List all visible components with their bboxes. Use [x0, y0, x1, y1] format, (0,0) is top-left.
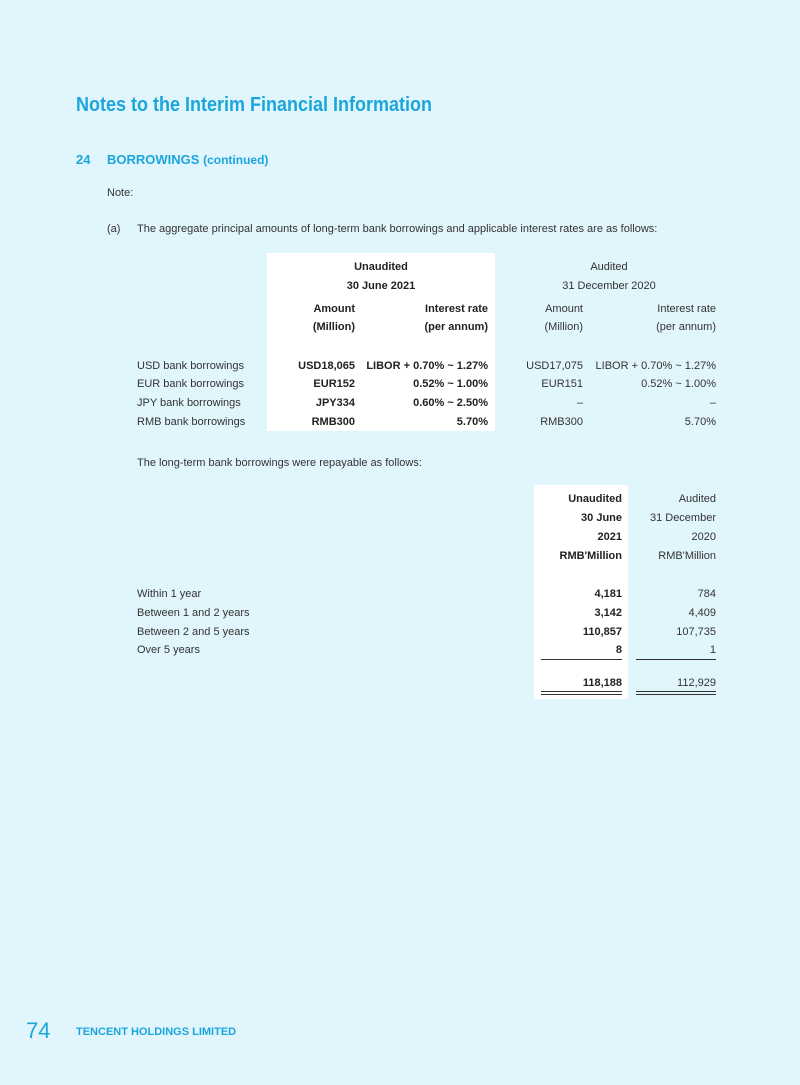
t1-row-rate-2020: –: [709, 397, 716, 409]
t1-row-amt-2020: –: [576, 397, 583, 409]
t1-row-amt-2020: USD17,075: [526, 360, 583, 372]
t1-date-audited: 31 December 2020: [562, 280, 656, 292]
t2-row-2020: 107,735: [676, 626, 716, 638]
t2-row-2021: 8: [615, 644, 622, 656]
t1-unit-amount-2021: (Million): [312, 321, 355, 333]
section-title: BORROWINGS (continued): [107, 152, 269, 167]
t1-row-label: USD bank borrowings: [137, 360, 244, 372]
t1-unit-amount-2020: (Million): [544, 321, 583, 333]
t2-date-2021: 30 June: [581, 512, 622, 524]
t1-row-label: EUR bank borrowings: [137, 378, 244, 390]
para-a-text: The aggregate principal amounts of long-term bank borrowings and applicable interest rates are as follows:: [137, 223, 658, 235]
t1-row-amt-2021: JPY334: [315, 397, 355, 409]
t1-row-rate-2021: 0.52% ~ 1.00%: [413, 378, 488, 390]
t2-date-2020: 31 December: [649, 512, 716, 524]
t2-unit-2020: RMB'Million: [658, 550, 716, 562]
t2-row-2021: 110,857: [582, 626, 622, 638]
t1-unit-rate-2021: (per annum): [424, 321, 488, 333]
total-double-rule-2021: [541, 691, 622, 695]
t2-row-label: Over 5 years: [137, 644, 200, 656]
t2-head-unaudited: Unaudited: [568, 493, 622, 505]
page-title: Notes to the Interim Financial Information: [76, 94, 433, 116]
subtotal-rule-2021: [541, 659, 622, 660]
t1-row-amt-2021: RMB300: [311, 416, 355, 428]
t2-year-2021: 2021: [597, 531, 622, 543]
total-double-rule-2020: [636, 691, 716, 695]
t2-row-label: Between 1 and 2 years: [137, 607, 250, 619]
t1-col-amount-2021: Amount: [313, 303, 355, 315]
t2-row-2020: 4,409: [688, 607, 716, 619]
t1-row-rate-2021: LIBOR + 0.70% ~ 1.27%: [366, 360, 488, 372]
section-suffix: (continued): [203, 153, 269, 167]
t1-row-label: JPY bank borrowings: [137, 397, 241, 409]
t2-row-2021: 4,181: [594, 588, 622, 600]
t1-col-amount-2020: Amount: [545, 303, 583, 315]
repay-intro: The long-term bank borrowings were repayable as follows:: [137, 457, 422, 469]
t1-row-rate-2021: 0.60% ~ 2.50%: [413, 397, 488, 409]
t2-row-2020: 784: [697, 588, 716, 600]
t2-row-2020: 1: [709, 644, 716, 656]
t2-row-label: Between 2 and 5 years: [137, 626, 250, 638]
t1-row-amt-2021: USD18,065: [298, 360, 355, 372]
t2-unit-2021: RMB'Million: [559, 550, 622, 562]
t1-unit-rate-2020: (per annum): [656, 321, 716, 333]
section-number: 24: [76, 152, 91, 167]
page-number: 74: [26, 1018, 51, 1043]
subtotal-rule-2020: [636, 659, 716, 660]
t1-row-rate-2020: 0.52% ~ 1.00%: [641, 378, 716, 390]
t1-row-rate-2020: LIBOR + 0.70% ~ 1.27%: [595, 360, 716, 372]
t2-total-2021: 118,188: [582, 677, 622, 689]
para-a-label: (a): [107, 223, 121, 235]
t1-row-rate-2020: 5.70%: [684, 416, 716, 428]
t1-date-unaudited: 30 June 2021: [346, 280, 416, 292]
t1-row-amt-2020: EUR151: [541, 378, 583, 390]
note-label: Note:: [107, 187, 134, 199]
t2-head-audited: Audited: [678, 493, 716, 505]
t1-row-rate-2021: 5.70%: [456, 416, 488, 428]
t1-col-rate-2021: Interest rate: [425, 303, 488, 315]
t1-head-unaudited: Unaudited: [354, 261, 408, 273]
company-name: TENCENT HOLDINGS LIMITED: [76, 1026, 237, 1038]
t2-row-label: Within 1 year: [137, 588, 202, 600]
t1-head-audited: Audited: [590, 261, 628, 273]
t2-total-2020: 112,929: [677, 677, 716, 689]
t1-col-rate-2020: Interest rate: [657, 303, 716, 315]
t1-row-amt-2021: EUR152: [313, 378, 355, 390]
t1-row-amt-2020: RMB300: [540, 416, 583, 428]
t1-row-label: RMB bank borrowings: [137, 416, 246, 428]
t2-year-2020: 2020: [691, 531, 716, 543]
t2-row-2021: 3,142: [594, 607, 622, 619]
